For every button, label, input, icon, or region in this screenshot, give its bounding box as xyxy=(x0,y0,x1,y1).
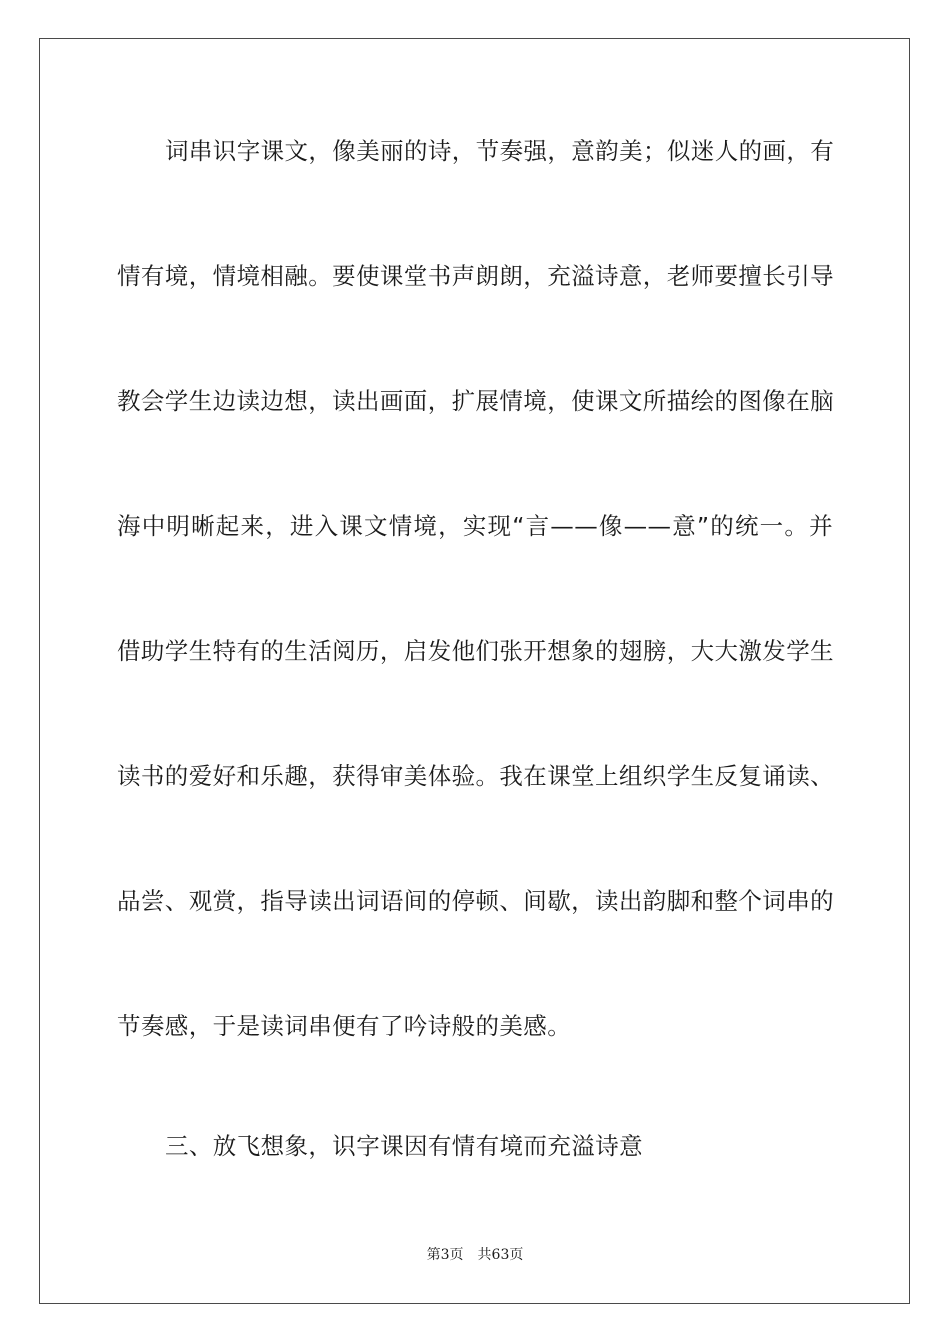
section-heading: 三、放飞想象，识字课因有情有境而充溢诗意 xyxy=(165,1132,643,1160)
paragraph-line: 海中明晰起来，进入课文情境，实现“言——像——意”的统一。并 xyxy=(117,512,833,540)
paragraph-line: 品尝、观赏，指导读出词语间的停顿、间歇，读出韵脚和整个词串的 xyxy=(117,887,834,915)
paragraph-line: 借助学生特有的生活阅历，启发他们张开想象的翅膀，大大激发学生 xyxy=(117,637,834,665)
page-number: 第3页 xyxy=(426,1247,464,1263)
page-border xyxy=(39,38,910,1304)
total-pages: 共63页 xyxy=(477,1247,524,1263)
paragraph-line: 情有境，情境相融。要使课堂书声朗朗，充溢诗意，老师要擅长引导 xyxy=(117,262,834,290)
paragraph-line: 教会学生边读边想，读出画面，扩展情境，使课文所描绘的图像在脑 xyxy=(117,387,834,415)
paragraph-line: 节奏感，于是读词串便有了吟诗般的美感。 xyxy=(117,1012,572,1040)
page-footer xyxy=(0,1246,950,1264)
paragraph-line: 词串识字课文，像美丽的诗，节奏强，意韵美；似迷人的画，有 xyxy=(165,137,835,165)
paragraph-line: 读书的爱好和乐趣，获得审美体验。我在课堂上组织学生反复诵读、 xyxy=(117,762,834,790)
